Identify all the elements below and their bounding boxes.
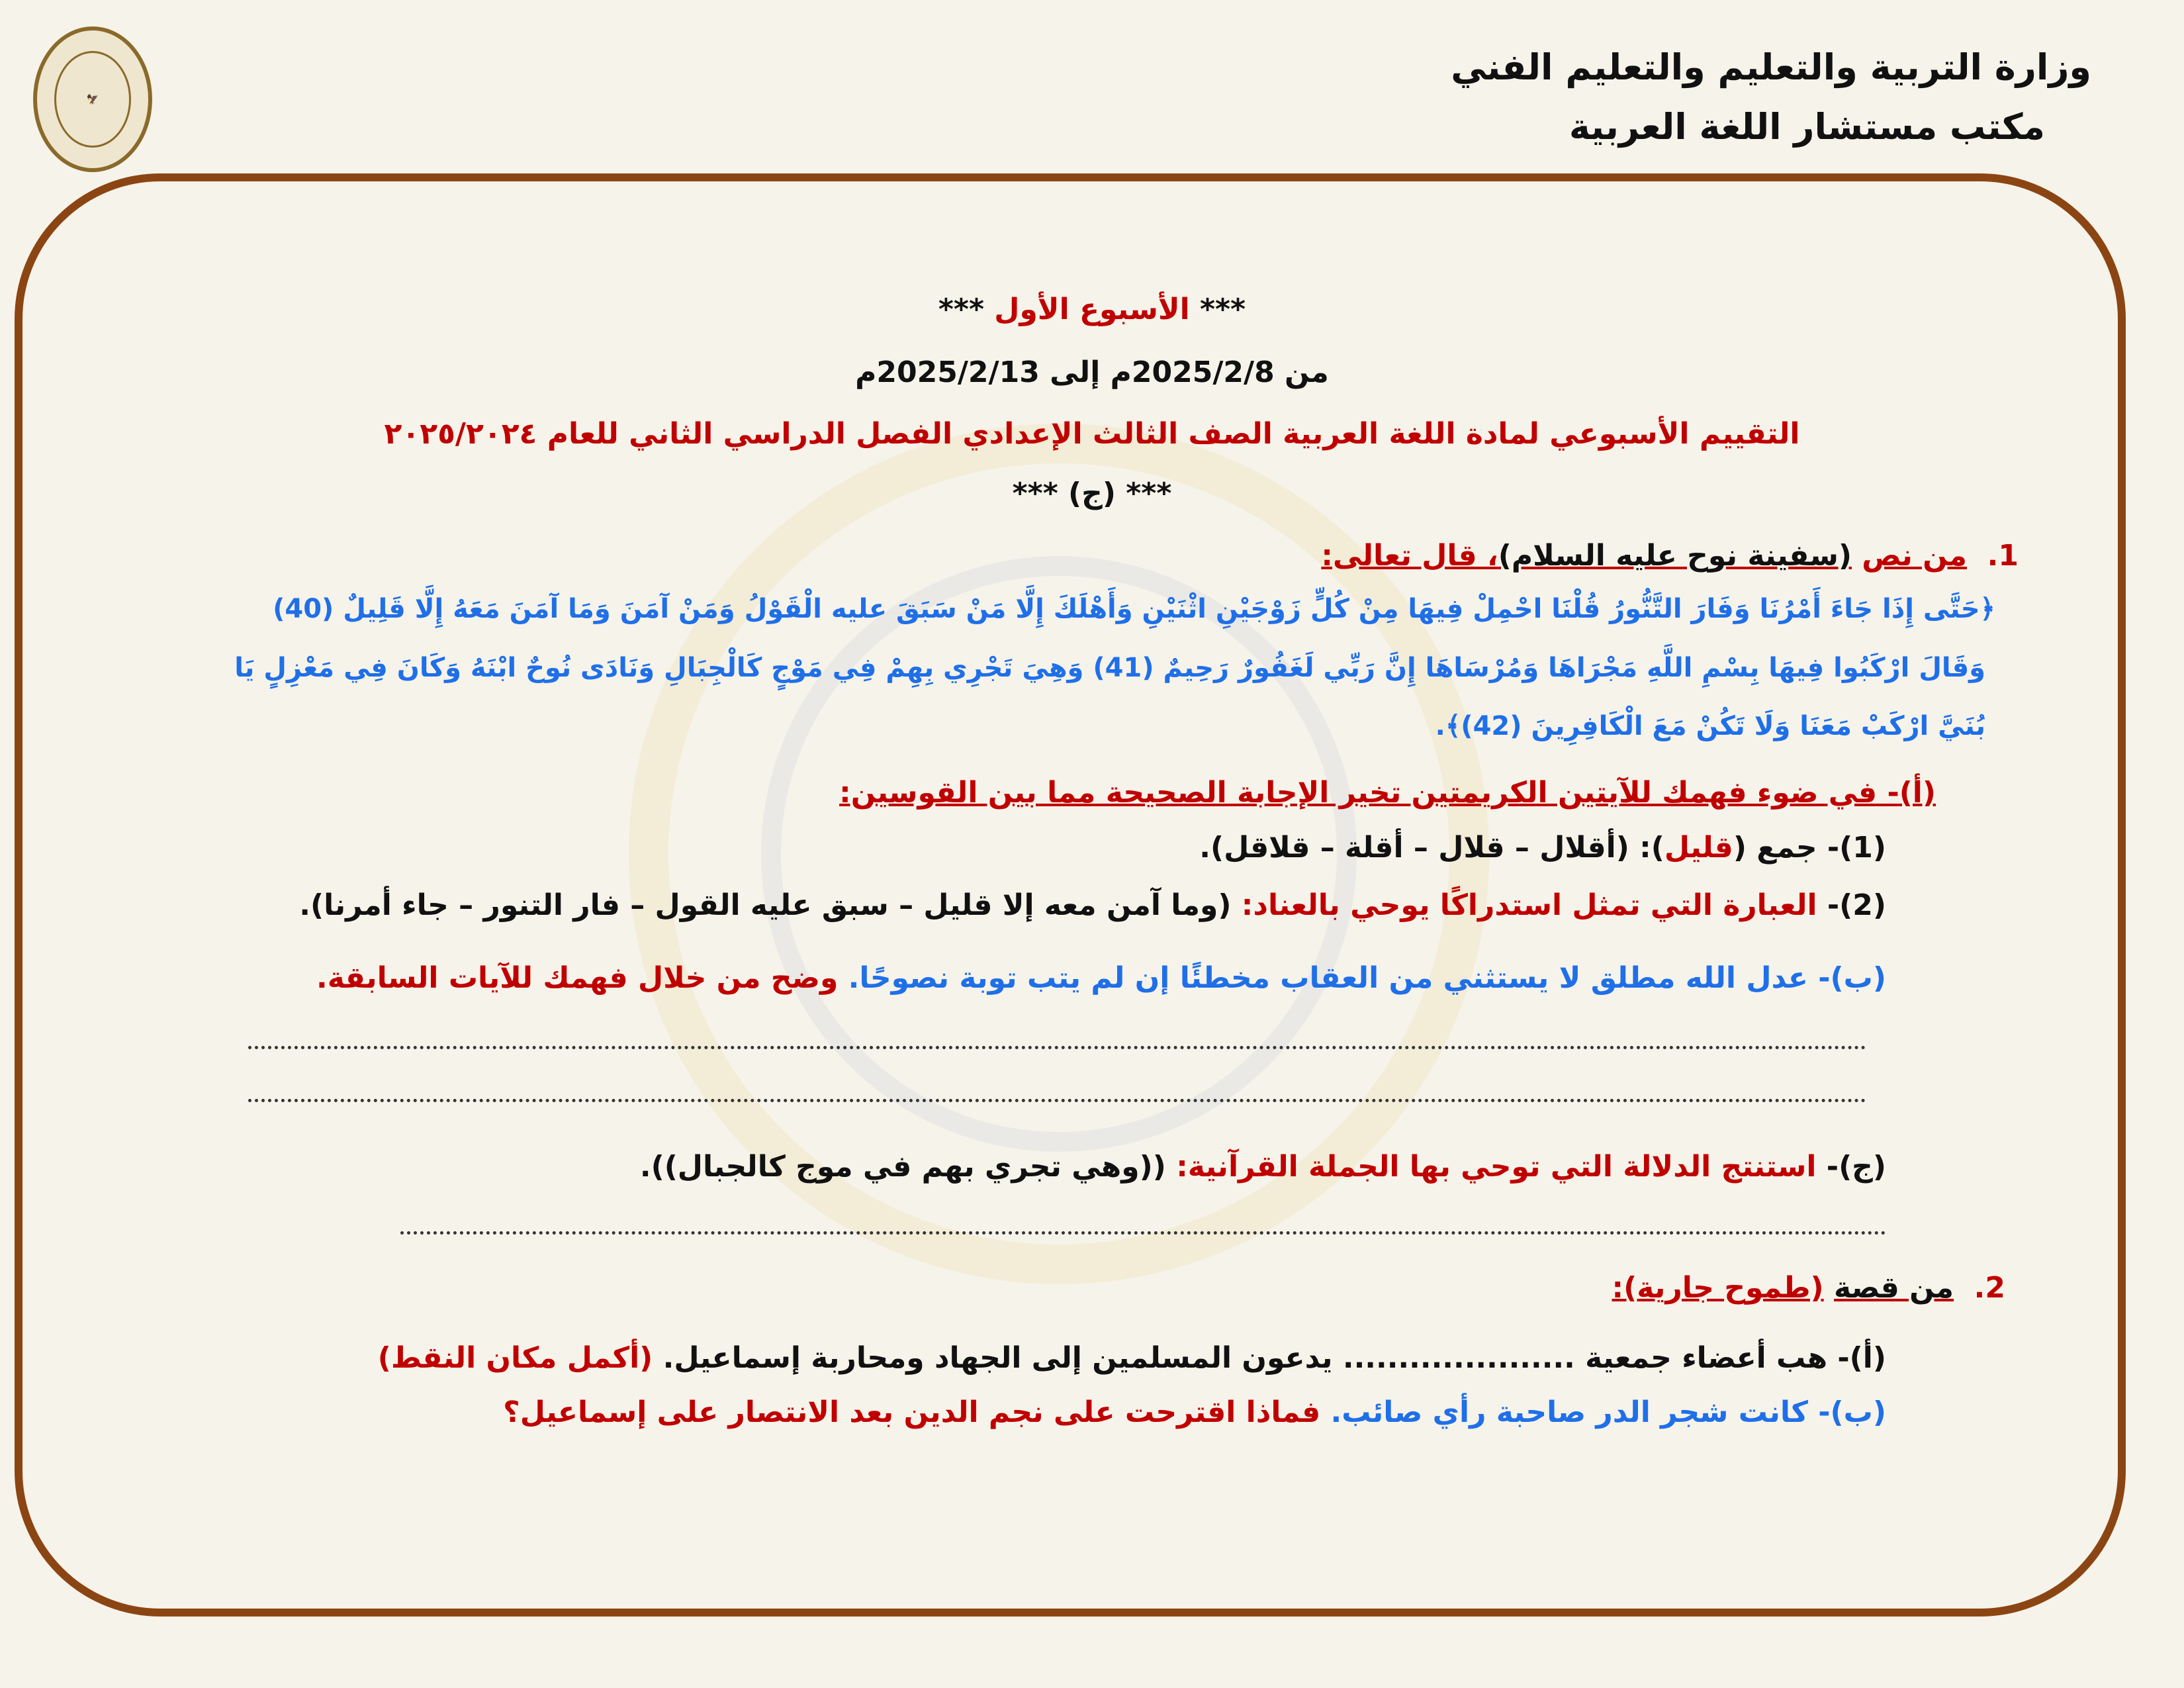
answer-line[interactable] — [400, 1231, 1886, 1235]
q2-part-a: (أ)- هب أعضاء جمعية ..................... يدعون المسلمين إلى الجهاد ومحاربة إسماعيل. (أكمل مكان النقط) — [377, 1341, 1886, 1375]
question-2-heading: 2. من قصة (طموح جارية): — [1612, 1271, 2005, 1305]
office-name: مكتب مستشار اللغة العربية — [1569, 106, 2045, 148]
week-title: *** الأسبوع الأول *** — [938, 293, 1246, 326]
q1-part-b: (ب)- عدل الله مطلق لا يستثني من العقاب مخطئًا إن لم يتب توبة نصوحًا. وضح من خلال فهمك للآيات السابقة. — [316, 961, 1886, 995]
answer-line[interactable] — [248, 1046, 1866, 1049]
q1-a-item-2: (2)- العبارة التي تمثل استدراكًا يوحي بالعناد: (وما آمن معه إلا قليل – سبق عليه القول – فار التنور – جاء أمرنا). — [299, 888, 1886, 922]
q1-a-item-1: (1)- جمع (قليل): (أقلال – قلال – أقلة – قلاقل). — [1199, 831, 1886, 865]
verse-line: بُنَيَّ ارْكَبْ مَعَنَا وَلَا تَكُنْ مَعَ الْكَافِرِينَ (42)﴾. — [1435, 711, 1985, 741]
answer-line[interactable] — [248, 1099, 1866, 1102]
q1-part-a-heading: (أ)- في ضوء فهمك للآيتين الكريمتين تخير الإجابة الصحيحة مما بين القوسين: — [839, 776, 1936, 810]
question-1-heading: 1. من نص (سفينة نوح عليه السلام)، قال تعالى: — [1321, 539, 2019, 573]
verse-line: ﴿حَتَّى إِذَا جَاءَ أَمْرُنَا وَفَارَ التَّنُّورُ قُلْنَا احْمِلْ فِيهَا مِنْ كُلٍّ زَوْجَيْنِ اثْنَيْنِ وَأَهْلَكَ إِلَّا مَنْ سَبَقَ عليه الْقَوْلُ وَمَنْ آمَنَ وَمَا آمَنَ مَعَهُ إِلَّا قَلِيلٌ (40) — [273, 594, 1995, 624]
q1-part-c: (ج)- استنتج الدلالة التي توحي بها الجملة القرآنية: ((وهي تجري بهم في موج كالجبال)). — [639, 1150, 1886, 1184]
ministry-name: وزارة التربية والتعليم والتعليم الفني — [1451, 46, 2091, 88]
eagle-emblem-icon: 🦅 — [54, 51, 131, 148]
assessment-title: التقييم الأسبوعي لمادة اللغة العربية الصف الثالث الإعدادي الفصل الدراسي الثاني للعام ٢٠٢٥/٢٠٢٤ — [384, 417, 1800, 451]
form-label: *** (ج) *** — [1012, 477, 1172, 510]
verse-line: وَقَالَ ارْكَبُوا فِيهَا بِسْمِ اللَّهِ مَجْرَاهَا وَمُرْسَاهَا إِنَّ رَبِّي لَغَفُورٌ رَحِيمٌ (41) وَهِيَ تَجْرِي بِهِمْ فِي مَوْجٍ كَالْجِبَالِ وَنَادَى نُوحٌ ابْنَهُ وَكَانَ فِي مَعْزِلٍ يَا — [234, 653, 1985, 683]
date-range: من 2025/2/8م إلى 2025/2/13م — [855, 355, 1329, 389]
ministry-logo — [33, 26, 152, 172]
q2-part-b: (ب)- كانت شجر الدر صاحبة رأي صائب. فماذا اقترحت على نجم الدين بعد الانتصار على إسماعيل؟ — [503, 1395, 1886, 1429]
